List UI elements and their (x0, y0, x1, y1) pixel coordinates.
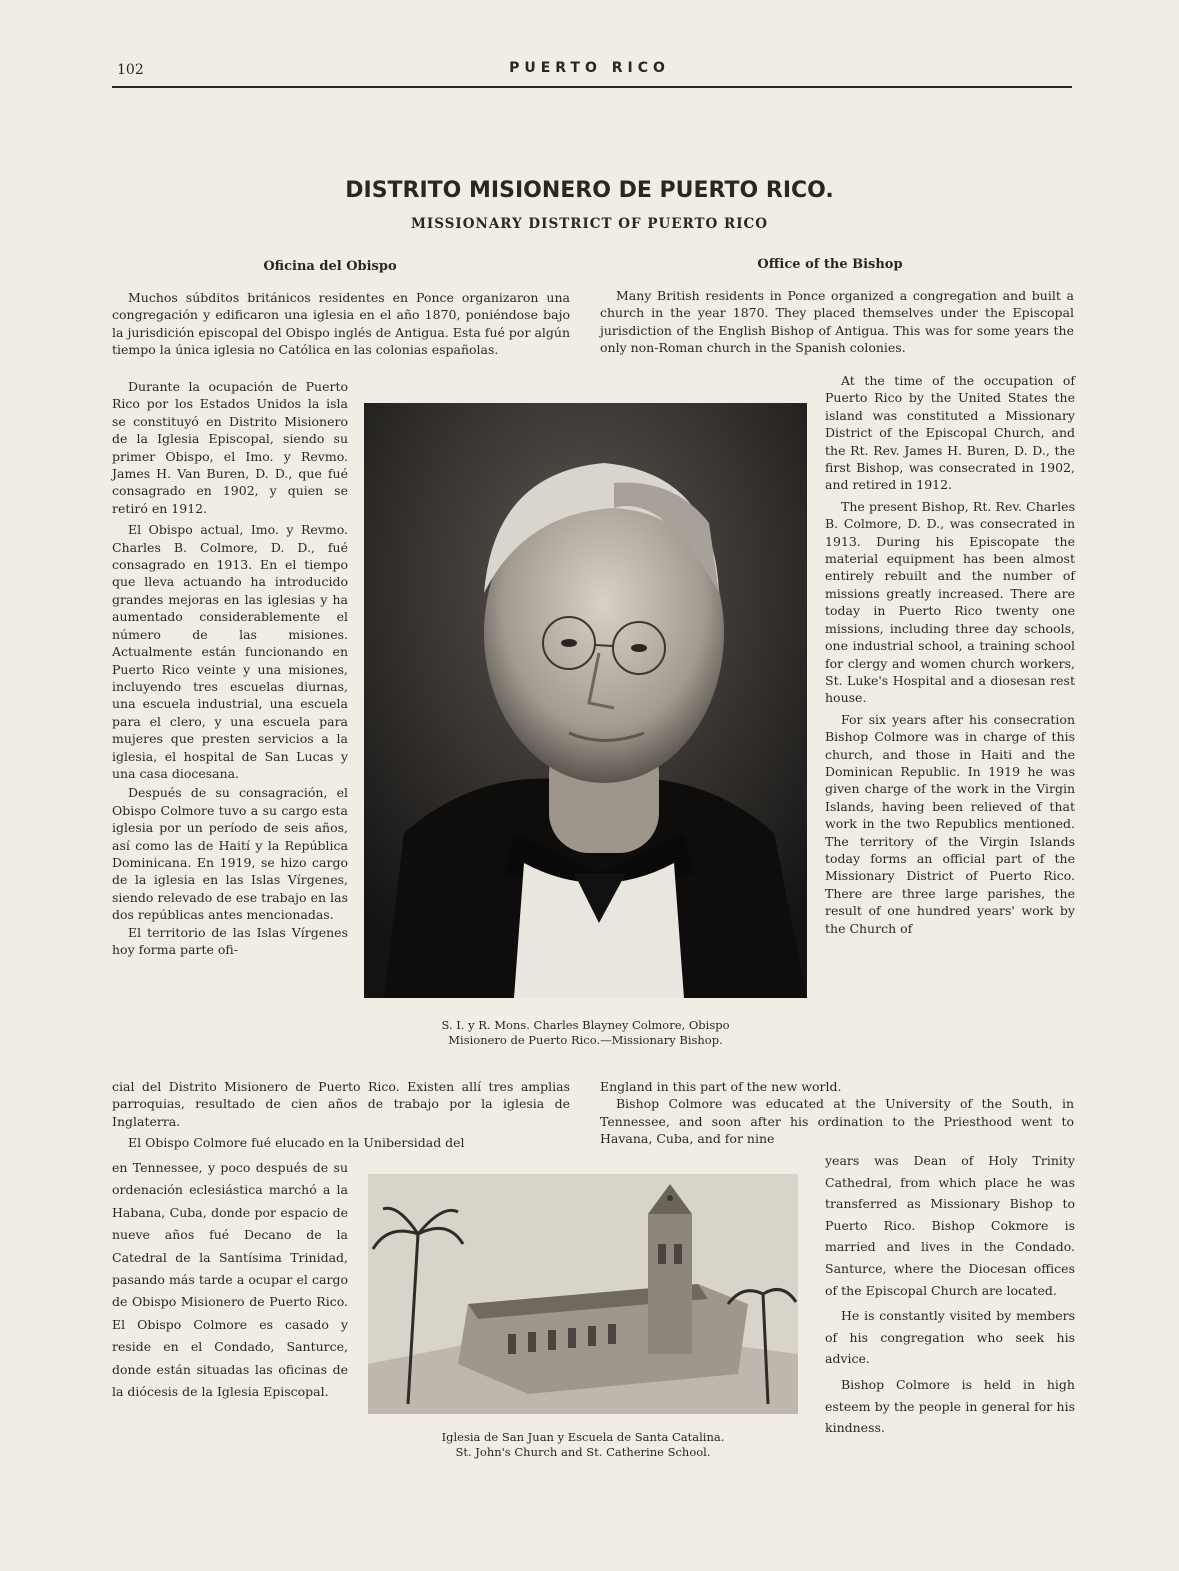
spanish-paragraph-5a: El territorio de las Islas Vírgenes hoy forma parte ofi- (112, 924, 348, 957)
portrait-caption-line-2: Misionero de Puerto Rico.—Missionary Bishop. (448, 1033, 723, 1047)
header-rule (112, 86, 1072, 88)
spanish-paragraph-5b: cial del Distrito Misionero de Puerto Rico. Existen allí tres amplias parroquias, resultado de cien años de trabajo por la iglesia de Inglaterra. (112, 1079, 570, 1129)
church-caption-line-2: St. John's Church and St. Catherine School. (455, 1445, 711, 1459)
english-paragraph-4b: England in this part of the new world. Bishop Colmore was educated at the University of the South, in Tennessee, and soon after his ordination to the Priesthood went to Havana, Cuba, and for nine (600, 1079, 1074, 1147)
spanish-paragraph-2: Durante la ocupación de Puerto Rico por los Estados Unidos la isla se constituyó en Distrito Misionero de la Iglesia Episcopal, siendo su primer Obispo, el Imo. y Revmo. James H. Van Buren, D. D., que fué consagrado en 1902, y quien se retiró en 1912. (112, 379, 348, 516)
english-column-upper (825, 372, 1075, 937)
english-paragraph-7: Bishop Colmore is held in high esteem by the people in general for his kindness. (825, 1376, 1075, 1436)
english-paragraph-1: Many British residents in Ponce organized a congregation and built a church in the year 1870. They placed themselves under the Episcopal jurisdiction of the English Bishop of Antigua. This was for some years the only non-Roman church in the Spanish colonies. (600, 288, 1074, 356)
church-caption (368, 1430, 798, 1460)
portrait-caption (364, 1018, 807, 1048)
english-paragraph-5a: Bishop Colmore was educated at the University of the South, in Tennessee, and soon after his ordination to the Priesthood went to Havana, Cuba, and for nine (600, 1096, 1074, 1147)
spanish-paragraph-4: Después de su consagración, el Obispo Colmore tuvo a su cargo esta iglesia por un período de seis años, así como las de Haití y la República Dominicana. En 1919, se hizo cargo de la iglesia en las Islas Vírgenes, siendo relevado de ese trabajo en las dos repúblicas antes mencionadas. (112, 785, 348, 923)
spanish-paragraph-1: Muchos súbditos británicos residentes en Ponce organizaron una congregación y edificaron una iglesia en el año 1870, poniéndose bajo la jurisdición episcopal del Obispo inglés de Antigua. Esta fué por algún tiempo la única iglesia no Católica en las colonias españolas. (112, 290, 570, 358)
english-paragraph-6: He is constantly visited by members of his congregation who seek his advice. (825, 1308, 1075, 1367)
english-paragraph-5b: years was Dean of Holy Trinity Cathedral, from which place he was transferred as Missionary Bishop to Puerto Rico. Bishop Cokmore is married and lives in the Condado. Santurce, where the Diocesan offices of the Episcopal Church are located. (825, 1153, 1075, 1298)
church-school-illustration (368, 1174, 798, 1414)
spanish-paragraph-6b: en Tennessee, y poco después de su ordenación eclesiástica marchó a la Habana, Cuba, donde por espacio de nueve años fué Decano de la Catedral de la Santísima Trinidad, pasando más tarde a ocupar el cargo de Obispo Misionero de Puerto Rico. El Obispo Colmore es casado y reside en el Condado, Santurce, donde están situadas las oficinas de la diócesis de la Iglesia Episcopal. (112, 1160, 348, 1400)
church-drawing (368, 1174, 798, 1414)
spanish-column-upper (112, 378, 348, 958)
church-caption-line-1: Iglesia de San Juan y Escuela de Santa Catalina. (441, 1430, 725, 1444)
english-section-heading: Office of the Bishop (757, 257, 903, 272)
page-number: 102 (117, 62, 144, 78)
english-paragraph-4: For six years after his consecration Bishop Colmore was in charge of this church, and those in Haiti and the Dominican Republic. In 1919 he was given charge of the work in the Virgin Islands, having been relieved of that work in the two Republics mentioned. The territory of the Virgin Islands today forms an official part of the Missionary District of Puerto Rico. There are three large parishes, the result of one hundred years' work by the Church of (825, 711, 1075, 936)
spanish-paragraph-6a: El Obispo Colmore fué elucado en la Unibersidad del (128, 1135, 465, 1150)
portrait-illustration (364, 403, 807, 998)
article-title: DISTRITO MISIONERO DE PUERTO RICO. (345, 178, 834, 203)
spanish-section-heading: Oficina del Obispo (263, 259, 397, 274)
portrait-caption-line-1: S. I. y R. Mons. Charles Blayney Colmore, Obispo (441, 1018, 730, 1032)
bishop-portrait-photo (364, 403, 807, 998)
english-paragraph-2: At the time of the occupation of Puerto Rico by the United States the island was constituted a Missionary District of the Episcopal Church, and the Rt. Rev. James H. Buren, D. D., the first Bishop, was consecrated in 1902, and retired in 1912. (825, 373, 1075, 493)
english-paragraph-3: The present Bishop, Rt. Rev. Charles B. Colmore, D. D., was consecrated in 1913. During his Episcopate the material equipment has been almost entirely rebuilt and the number of missions greatly increased. There are today in Puerto Rico twenty one missions, including three day schools, one industrial school, a training school for clergy and women church workers, St. Luke's Hospital and a diosesan rest house. (825, 498, 1075, 706)
spanish-paragraph-3: El Obispo actual, Imo. y Revmo. Charles B. Colmore, D. D., fué consagrado en 1913. En el tiempo que lleva actuando ha introducido grandes mejoras en las iglesias y ha aumentado considerablemente el número de las misiones. Actualmente están funcionando en Puerto Rico veinte y una misiones, incluyendo tres escuelas diurnas, una escuela industrial, una escuela para el clero, y una escuela para mujeres que presten servicios a la iglesia, el hospital de San Lucas y una casa diocesana. (112, 522, 348, 781)
publication-title: PUERTO RICO (509, 60, 670, 76)
article-subtitle: MISSIONARY DISTRICT OF PUERTO RICO (410, 216, 769, 232)
english-column-lower (825, 1150, 1075, 1439)
